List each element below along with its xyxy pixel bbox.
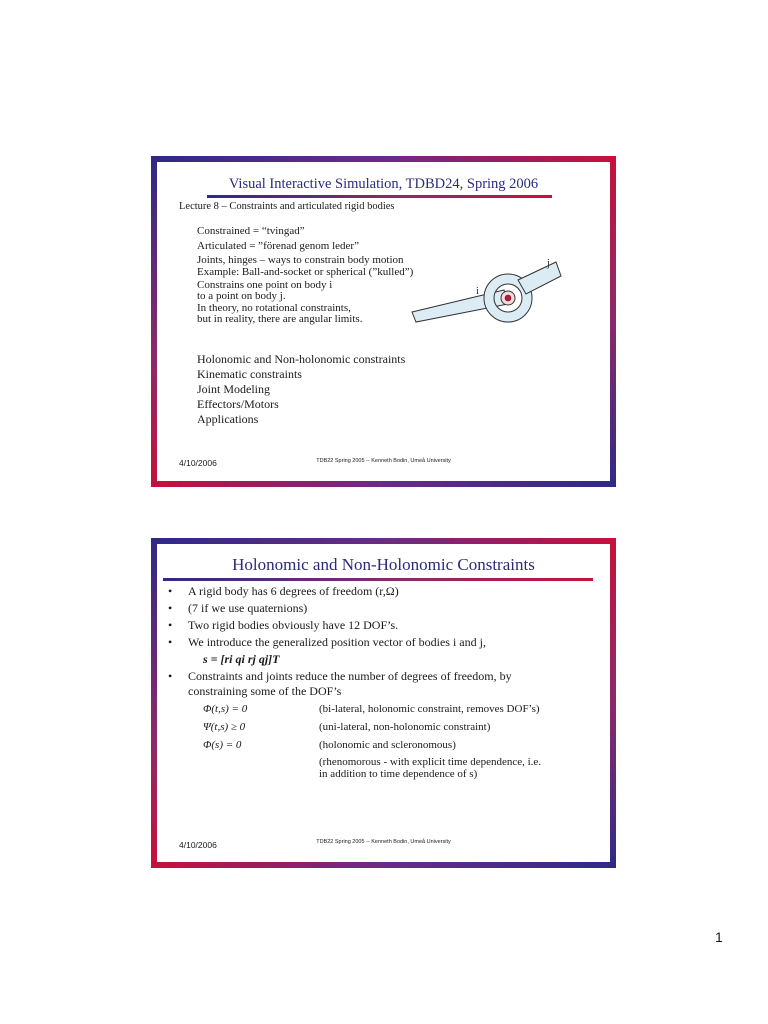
frame-bar-bottom (151, 481, 616, 487)
slide-1 (151, 156, 616, 487)
note-line: (rhenomorous - with explicit time dependence, i.e. (319, 756, 542, 768)
outline-item: Joint Modeling (197, 382, 271, 396)
text-line: Constrained = “tvingad” (197, 225, 305, 237)
frame-bar-right (610, 538, 616, 868)
slide-subtitle: Lecture 8 – Constraints and articulated rigid bodies (179, 201, 395, 212)
ball-socket-diagram (406, 224, 566, 334)
ball-center (505, 295, 511, 301)
slide-title: Visual Interactive Simulation, TDBD24, Spring 2006 (228, 176, 539, 192)
equation: Φ(s) = 0 (203, 739, 242, 751)
text-line: Joints, hinges – ways to constrain body motion (197, 254, 404, 266)
text-line: Articulated = ”förenad genom leder” (197, 240, 359, 252)
outline-item: Applications (197, 412, 259, 426)
label-j: j (547, 258, 550, 269)
outline-item: Holonomic and Non-holonomic constraints (197, 352, 406, 366)
text-line: In theory, no rotational constraints, (197, 302, 351, 314)
bullet-dot: • (168, 584, 173, 598)
text-line: Constrains one point on body i (197, 279, 333, 291)
bullet-text: (7 if we use quaternions) (188, 601, 308, 615)
title-rule (163, 578, 593, 581)
footer-date: 4/10/2006 (179, 840, 217, 850)
equation: Ψ(t,s) ≥ 0 (203, 721, 246, 733)
slide-title: Holonomic and Non-Holonomic Constraints (232, 555, 535, 574)
text-line: but in reality, there are angular limits. (197, 313, 363, 325)
frame-bar-top (151, 156, 616, 162)
outline-item: Effectors/Motors (197, 397, 279, 411)
frame-bar-left (151, 538, 157, 868)
bullet-dot: • (168, 635, 173, 649)
bullet-text: Constraints and joints reduce the number of degrees of freedom, by (188, 669, 512, 683)
title-rule (207, 195, 552, 198)
text-line: to a point on body j. (197, 290, 286, 302)
slide-2 (151, 538, 616, 868)
frame-bar-bottom (151, 862, 616, 868)
bullet-dot: • (168, 669, 173, 683)
footer-date: 4/10/2006 (179, 458, 217, 468)
position-vector-equation: s = [ri qi rj qj]T (203, 652, 280, 666)
bullet-text: A rigid body has 6 degrees of freedom (r,Ω) (188, 584, 399, 598)
frame-bar-top (151, 538, 616, 544)
page-number: 1 (715, 929, 723, 945)
equation-description: (holonomic and scleronomous) (319, 739, 456, 751)
note-line: in addition to time dependence of s) (319, 768, 478, 780)
frame-bar-right (610, 156, 616, 487)
body-j-arm (518, 262, 561, 294)
footer-text: TDB22 Spring 2005 -- Kenneth Bodin, Umeå University (316, 839, 451, 845)
equation-description: (bi-lateral, holonomic constraint, removes DOF’s) (319, 703, 540, 715)
bullet-continuation: constraining some of the DOF’s (188, 684, 342, 698)
bullet-text: We introduce the generalized position vector of bodies i and j, (188, 635, 486, 649)
text-line: Example: Ball-and-socket or spherical (”kulled”) (197, 266, 414, 278)
equation-description: (uni-lateral, non-holonomic constraint) (319, 721, 491, 733)
footer-text: TDB22 Spring 2005 -- Kenneth Bodin, Umeå University (316, 458, 451, 464)
bullet-text: Two rigid bodies obviously have 12 DOF’s. (188, 618, 399, 632)
equation: Φ(t,s) = 0 (203, 703, 248, 715)
frame-bar-left (151, 156, 157, 487)
outline-item: Kinematic constraints (197, 367, 302, 381)
bullet-dot: • (168, 618, 173, 632)
bullet-dot: • (168, 601, 173, 615)
label-i: i (476, 286, 479, 297)
